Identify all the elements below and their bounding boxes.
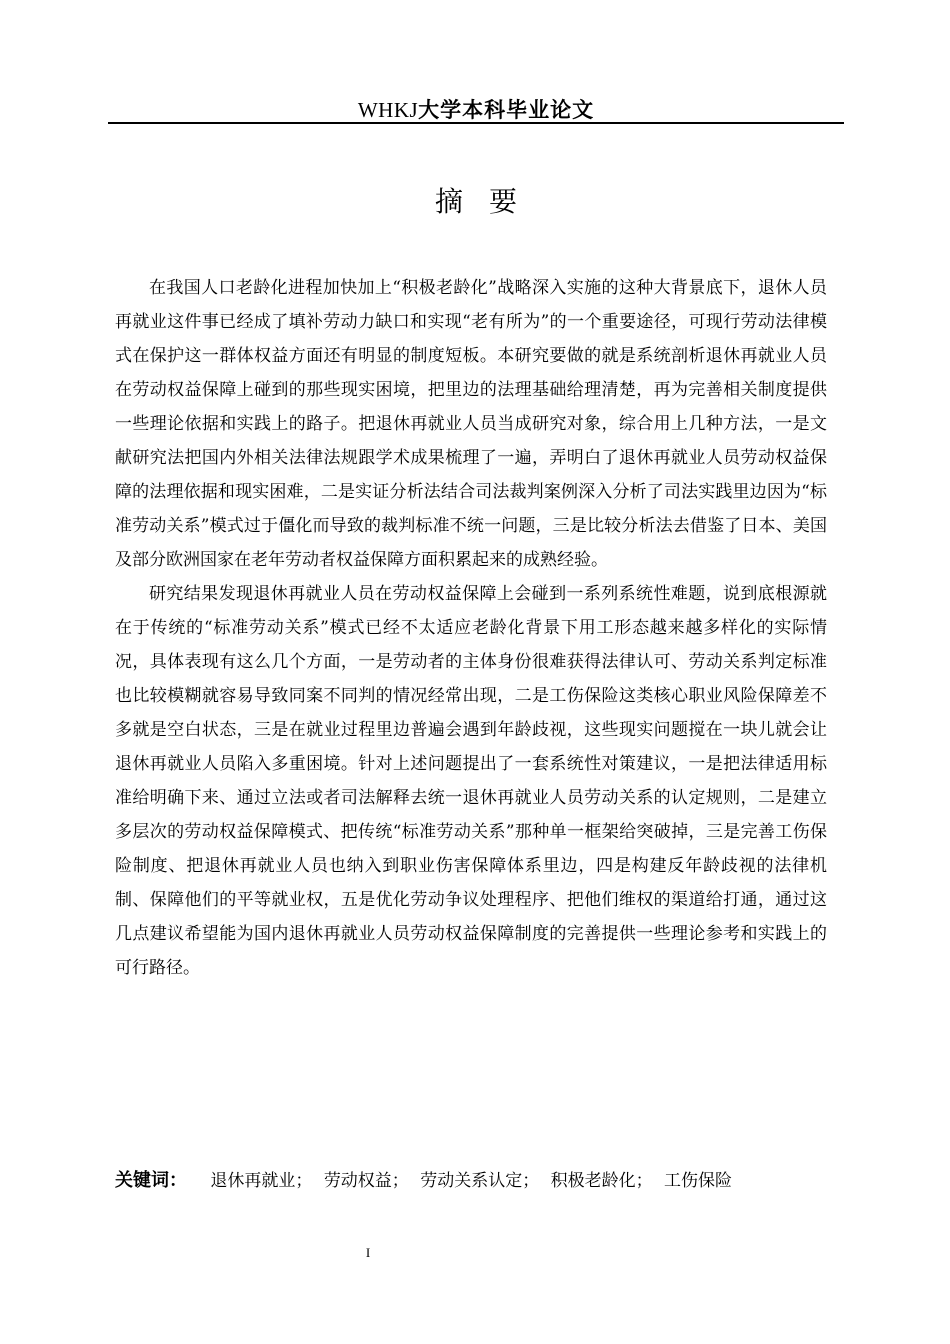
keyword-item: 劳动权益； <box>323 1171 409 1191</box>
keyword-item: 积极老龄化； <box>550 1171 653 1191</box>
abstract-paragraph-2: 研究结果发现退休再就业人员在劳动权益保障上会碰到一系列系统性难题，说到底根源就在于传统的“标准劳动关系”模式已经不太适应老龄化背景下用工形态越来越多样化的实际情况，具体表现有这么几个方面，一是劳动者的主体身份很难获得法律认可、劳动关系判定标准也比较模糊就容易导致同案不同判的情况经常出现，二是工伤保险这类核心职业风险保障差不多就是空白状态，三是在就业过程里边普遍会遇到年龄歧视，这些现实问题搅在一块儿就会让退休再就业人员陷入多重困境。针对上述问题提出了一套系统性对策建议，一是把法律适用标准给明确下来、通过立法或者司法解释去统一退休再就业人员劳动关系的认定规则，二是建立多层次的劳动权益保障模式、把传统“标准劳动关系”那种单一框架给突破掉，三是完善工伤保险制度、把退休再就业人员也纳入到职业伤害保障体系里边，四是构建反年龄歧视的法律机制、保障他们的平等就业权，五是优化劳动争议处理程序、把他们维权的渠道给打通，通过这几点建议希望能为国内退休再就业人员劳动权益保障制度的完善提供一些理论参考和实践上的可行路径。 <box>115 584 827 978</box>
page-title: 摘要 <box>434 185 543 218</box>
header-rule <box>108 122 844 124</box>
keyword-item: 退休再就业； <box>210 1171 313 1191</box>
keywords-label: 关键词： <box>115 1170 187 1191</box>
keyword-item: 劳动关系认定； <box>420 1171 540 1191</box>
abstract-body <box>115 271 827 985</box>
header-latin: WHKJ <box>357 98 419 122</box>
page-number: I <box>365 1245 371 1260</box>
running-header <box>108 96 844 124</box>
keyword-item: 工伤保险 <box>664 1171 733 1191</box>
keywords-line <box>115 1164 827 1198</box>
header-title: 大学本科毕业论文 <box>418 98 595 122</box>
abstract-paragraph-1: 在我国人口老龄化进程加快加上“积极老龄化”战略深入实施的这种大背景底下，退休人员再就业这件事已经成了填补劳动力缺口和实现“老有所为”的一个重要途径，可现行劳动法律模式在保护这一群体权益方面还有明显的制度短板。本研究要做的就是系统剖析退休再就业人员在劳动权益保障上碰到的那些现实困境，把里边的法理基础给理清楚，再为完善相关制度提供一些理论依据和实践上的路子。把退休再就业人员当成研究对象，综合用上几种方法，一是文献研究法把国内外相关法律法规跟学术成果梳理了一遍，弄明白了退休再就业人员劳动权益保障的法理依据和现实困难，二是实证分析法结合司法裁判案例深入分析了司法实践里边因为“标准劳动关系”模式过于僵化而导致的裁判标准不统一问题，三是比较分析法去借鉴了日本、美国及部分欧洲国家在老年劳动者权益保障方面积累起来的成熟经验。 <box>115 278 827 570</box>
